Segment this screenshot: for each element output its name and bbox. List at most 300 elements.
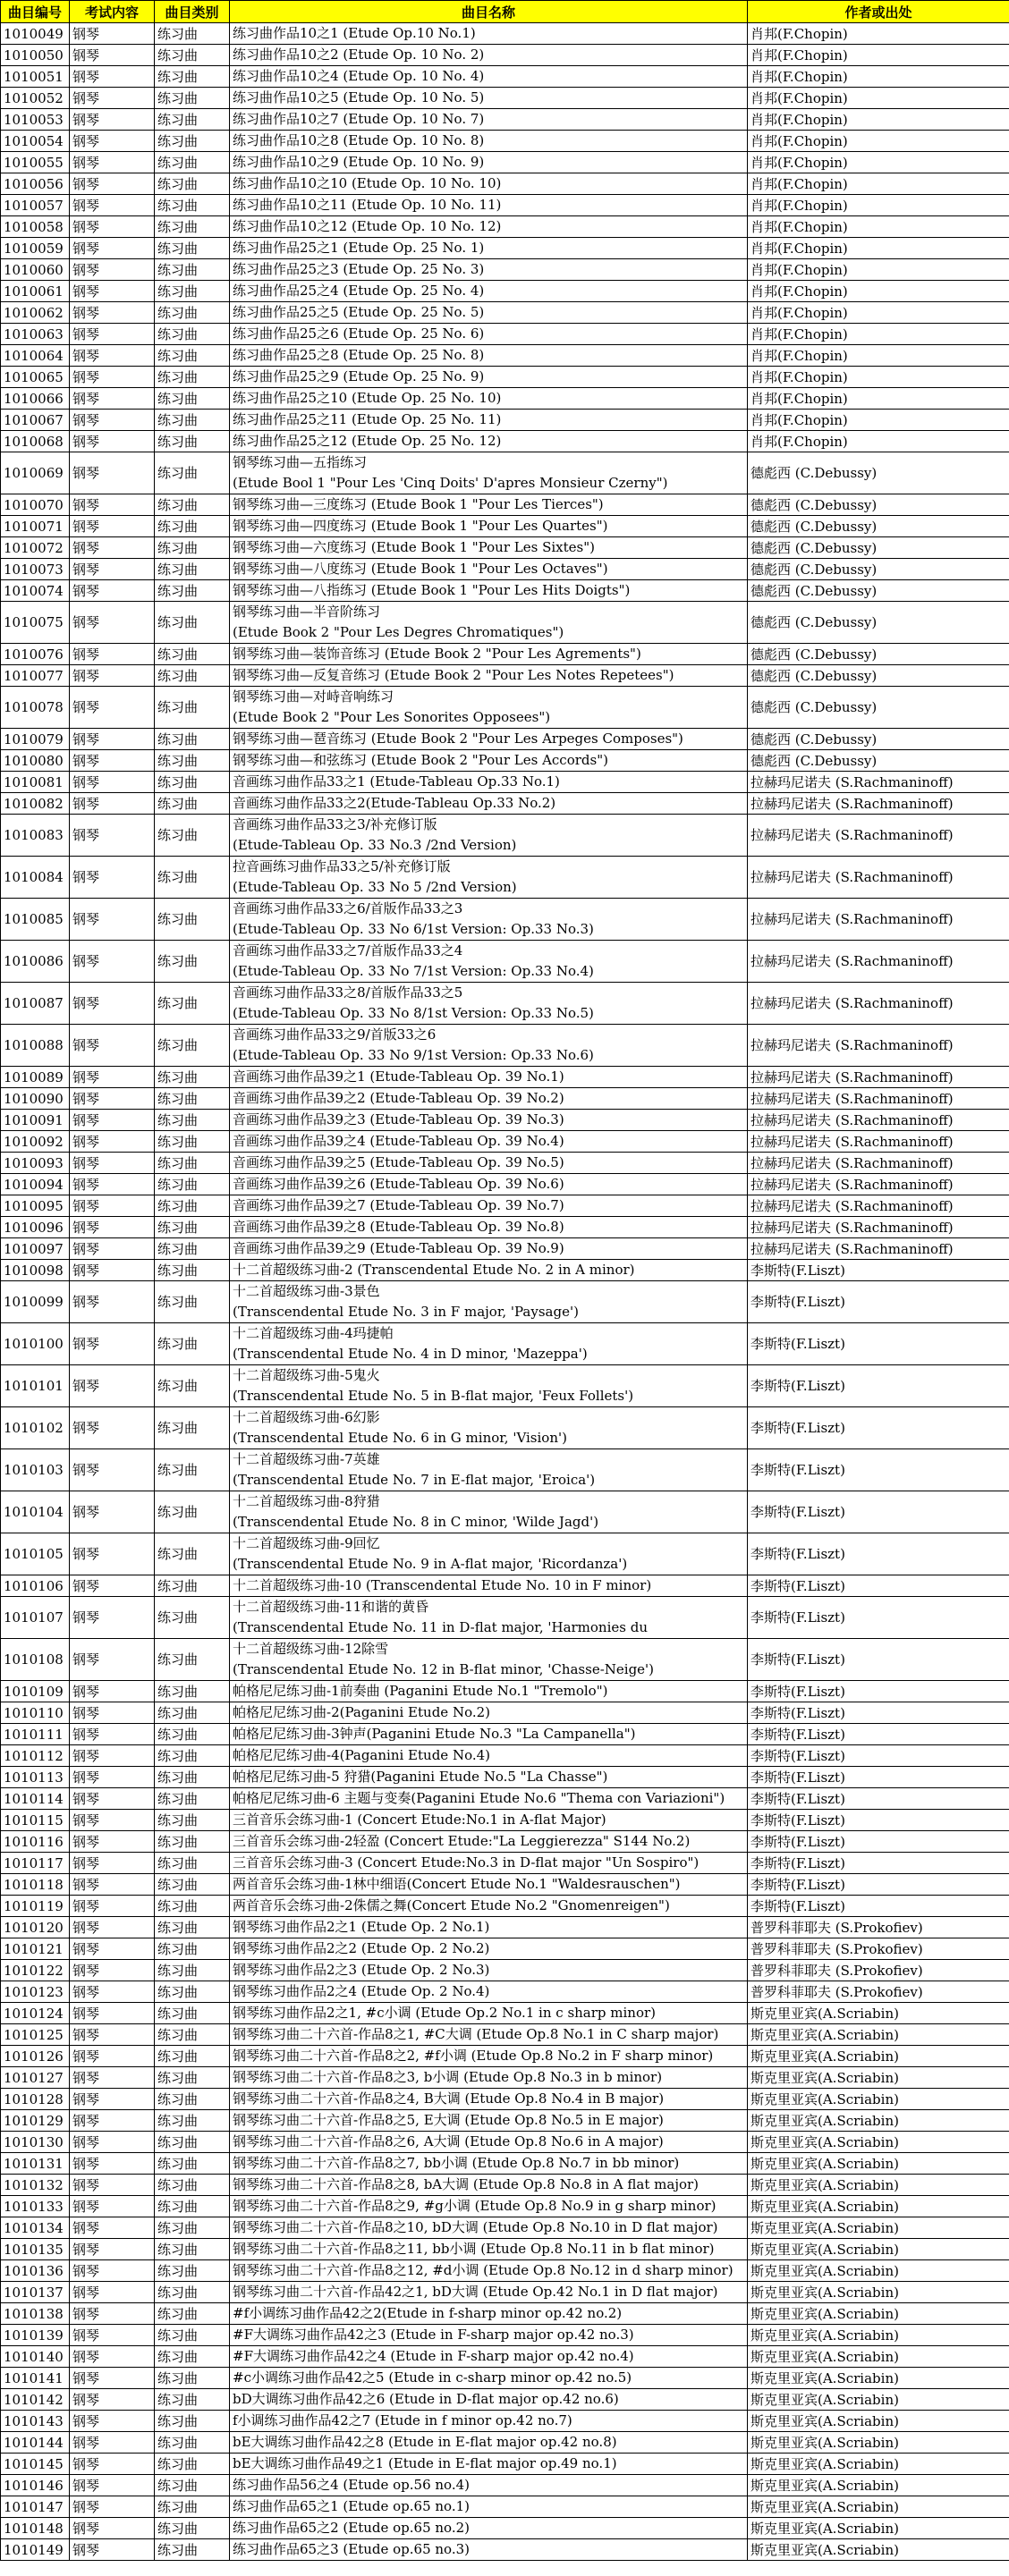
cell-author: 斯克里亚宾(A.Scriabin) — [748, 2024, 1009, 2046]
cell-name-line: 音画练习曲作品39之2 (Etude-Tableau Op. 39 No.2) — [233, 1090, 564, 1106]
cell-name — [230, 2175, 748, 2196]
cell-name — [230, 302, 748, 324]
cell-category: 练习曲 — [155, 2539, 230, 2561]
cell-name — [230, 1110, 748, 1131]
cell-category: 练习曲 — [155, 2325, 230, 2346]
cell-name — [230, 2411, 748, 2432]
cell-name — [230, 1702, 748, 1724]
table-row — [1, 238, 1009, 259]
header-category: 曲目类别 — [155, 1, 230, 23]
cell-category: 练习曲 — [155, 2432, 230, 2454]
cell-name-line: 钢琴练习曲作品2之1, #c小调 (Etude Op.2 No.1 in c sharp minor) — [233, 2005, 657, 2021]
cell-id: 1010132 — [1, 2175, 70, 2196]
cell-name-line: 三首音乐会练习曲-3 (Concert Etude:No.3 in D-flat major "Un Sospiro") — [233, 1854, 700, 1871]
cell-content: 钢琴 — [70, 66, 155, 88]
cell-id: 1010083 — [1, 815, 70, 857]
cell-author: 李斯特(F.Liszt) — [748, 1788, 1009, 1810]
table-row — [1, 2454, 1009, 2475]
cell-name-line: 钢琴练习曲—八指练习 (Etude Book 1 "Pour Les Hits Doigts") — [233, 582, 631, 598]
cell-author: 李斯特(F.Liszt) — [748, 1853, 1009, 1874]
cell-name-line: 练习曲作品10之9 (Etude Op. 10 No. 9) — [233, 154, 485, 170]
cell-name-line: 音画练习曲作品39之3 (Etude-Tableau Op. 39 No.3) — [233, 1111, 564, 1128]
cell-name-line: #f小调练习曲作品42之2(Etude in f-sharp minor op.42 no.2) — [233, 2305, 623, 2321]
table-row — [1, 281, 1009, 302]
cell-author: 拉赫玛尼诺夫 (S.Rachmaninoff) — [748, 772, 1009, 793]
cell-content: 钢琴 — [70, 1917, 155, 1938]
cell-author: 拉赫玛尼诺夫 (S.Rachmaninoff) — [748, 857, 1009, 899]
cell-category: 练习曲 — [155, 259, 230, 281]
cell-name-line: (Etude Book 2 "Pour Les Degres Chromatiques") — [233, 624, 564, 640]
cell-name — [230, 559, 748, 580]
table-row — [1, 1407, 1009, 1449]
cell-name-line: (Etude-Tableau Op. 33 No 5 /2nd Version) — [233, 879, 517, 895]
cell-name-line: 钢琴练习曲二十六首-作品8之10, bD大调 (Etude Op.8 No.10 in D flat major) — [233, 2219, 718, 2235]
table-row — [1, 216, 1009, 238]
cell-category: 练习曲 — [155, 1853, 230, 1874]
cell-name-line: 十二首超级练习曲-4玛捷帕 — [233, 1325, 394, 1341]
cell-name — [230, 644, 748, 665]
table-row — [1, 131, 1009, 152]
cell-content: 钢琴 — [70, 259, 155, 281]
cell-category: 练习曲 — [155, 941, 230, 983]
cell-author: 拉赫玛尼诺夫 (S.Rachmaninoff) — [748, 793, 1009, 815]
cell-name-line: 音画练习曲作品33之8/首版作品33之5 — [233, 984, 463, 1001]
cell-id: 1010119 — [1, 1896, 70, 1917]
cell-author: 肖邦(F.Chopin) — [748, 66, 1009, 88]
cell-id: 1010089 — [1, 1067, 70, 1088]
cell-name-line: 钢琴练习曲二十六首-作品42之1, bD大调 (Etude Op.42 No.1 in D flat major) — [233, 2284, 718, 2300]
cell-name-line: 练习曲作品10之7 (Etude Op. 10 No. 7) — [233, 111, 485, 127]
cell-name-line: 练习曲作品25之12 (Etude Op. 25 No. 12) — [233, 433, 502, 449]
cell-name-line: 钢琴练习曲二十六首-作品8之3, b小调 (Etude Op.8 No.3 in b minor) — [233, 2069, 663, 2085]
table-row — [1, 1491, 1009, 1533]
cell-id: 1010098 — [1, 1260, 70, 1281]
cell-content: 钢琴 — [70, 2239, 155, 2260]
table-row — [1, 516, 1009, 537]
cell-name-line: 练习曲作品10之1 (Etude Op.10 No.1) — [233, 25, 476, 41]
cell-author: 德彪西 (C.Debussy) — [748, 580, 1009, 602]
cell-id: 1010068 — [1, 431, 70, 452]
cell-id: 1010065 — [1, 367, 70, 388]
cell-category: 练习曲 — [155, 1217, 230, 1238]
cell-name — [230, 324, 748, 345]
cell-id: 1010087 — [1, 983, 70, 1025]
cell-name-line: 练习曲作品56之4 (Etude op.56 no.4) — [233, 2477, 470, 2493]
cell-author: 斯克里亚宾(A.Scriabin) — [748, 2475, 1009, 2496]
cell-id: 1010085 — [1, 899, 70, 941]
cell-id: 1010109 — [1, 1681, 70, 1702]
cell-category: 练习曲 — [155, 109, 230, 131]
cell-name-line: 帕格尼尼练习曲-2(Paganini Etude No.2) — [233, 1704, 490, 1720]
cell-author: 德彪西 (C.Debussy) — [748, 687, 1009, 729]
cell-id: 1010118 — [1, 1874, 70, 1896]
cell-author: 李斯特(F.Liszt) — [748, 1575, 1009, 1597]
cell-content: 钢琴 — [70, 772, 155, 793]
cell-content: 钢琴 — [70, 1745, 155, 1767]
cell-name — [230, 1174, 748, 1195]
cell-id: 1010107 — [1, 1597, 70, 1639]
cell-content: 钢琴 — [70, 2346, 155, 2368]
cell-id: 1010136 — [1, 2260, 70, 2282]
table-row — [1, 1702, 1009, 1724]
table-row — [1, 772, 1009, 793]
cell-name — [230, 750, 748, 772]
cell-category: 练习曲 — [155, 1533, 230, 1575]
cell-name — [230, 238, 748, 259]
cell-name-line: 三首音乐会练习曲-2轻盈 (Concert Etude:"La Leggierezza" S144 No.2) — [233, 1833, 691, 1849]
cell-name — [230, 2046, 748, 2067]
cell-id: 1010055 — [1, 152, 70, 173]
cell-content: 钢琴 — [70, 1025, 155, 1067]
cell-id: 1010069 — [1, 452, 70, 494]
cell-id: 1010064 — [1, 345, 70, 367]
cell-category: 练习曲 — [155, 793, 230, 815]
cell-name — [230, 2475, 748, 2496]
cell-id: 1010099 — [1, 1281, 70, 1323]
cell-author: 斯克里亚宾(A.Scriabin) — [748, 2003, 1009, 2024]
cell-name — [230, 2389, 748, 2411]
cell-author: 肖邦(F.Chopin) — [748, 324, 1009, 345]
cell-author: 普罗科菲耶夫 (S.Prokofiev) — [748, 1917, 1009, 1938]
table-row — [1, 2325, 1009, 2346]
cell-name-line: 钢琴练习曲作品2之1 (Etude Op. 2 No.1) — [233, 1919, 490, 1935]
cell-content: 钢琴 — [70, 1938, 155, 1960]
cell-content: 钢琴 — [70, 1449, 155, 1491]
cell-category: 练习曲 — [155, 2518, 230, 2539]
cell-category: 练习曲 — [155, 665, 230, 687]
cell-name-line: (Transcendental Etude No. 3 in F major, 'Paysage') — [233, 1304, 579, 1320]
cell-id: 1010127 — [1, 2067, 70, 2089]
cell-author: 德彪西 (C.Debussy) — [748, 494, 1009, 516]
cell-name-line: 十二首超级练习曲-2 (Transcendental Etude No. 2 in A minor) — [233, 1262, 635, 1278]
cell-name — [230, 793, 748, 815]
cell-category: 练习曲 — [155, 1323, 230, 1365]
table-row — [1, 665, 1009, 687]
table-row — [1, 452, 1009, 494]
cell-name-line: (Etude-Tableau Op. 33 No 6/1st Version: Op.33 No.3) — [233, 921, 594, 937]
cell-author: 普罗科菲耶夫 (S.Prokofiev) — [748, 1938, 1009, 1960]
cell-name-line: 钢琴练习曲二十六首-作品8之2, #f小调 (Etude Op.8 No.2 in F sharp minor) — [233, 2048, 714, 2064]
cell-category: 练习曲 — [155, 2346, 230, 2368]
table-row — [1, 1831, 1009, 1853]
cell-author: 普罗科菲耶夫 (S.Prokofiev) — [748, 1981, 1009, 2003]
cell-name-line: #F大调练习曲作品42之4 (Etude in F-sharp major op.42 no.4) — [233, 2348, 634, 2364]
cell-author: 李斯特(F.Liszt) — [748, 1407, 1009, 1449]
table-row — [1, 580, 1009, 602]
cell-name-line: 三首音乐会练习曲-1 (Concert Etude:No.1 in A-flat Major) — [233, 1812, 606, 1828]
cell-name — [230, 1449, 748, 1491]
table-row — [1, 1174, 1009, 1195]
cell-category: 练习曲 — [155, 1831, 230, 1853]
cell-author: 肖邦(F.Chopin) — [748, 367, 1009, 388]
cell-category: 练习曲 — [155, 983, 230, 1025]
cell-name — [230, 1407, 748, 1449]
cell-name — [230, 388, 748, 410]
cell-author: 肖邦(F.Chopin) — [748, 173, 1009, 195]
cell-content: 钢琴 — [70, 2132, 155, 2153]
table-header — [1, 1, 1009, 23]
cell-author: 李斯特(F.Liszt) — [748, 1639, 1009, 1681]
cell-content: 钢琴 — [70, 388, 155, 410]
cell-author: 李斯特(F.Liszt) — [748, 1874, 1009, 1896]
cell-name — [230, 173, 748, 195]
cell-content: 钢琴 — [70, 516, 155, 537]
table-row — [1, 2067, 1009, 2089]
cell-name — [230, 2346, 748, 2368]
cell-id: 1010095 — [1, 1195, 70, 1217]
cell-category: 练习曲 — [155, 750, 230, 772]
table-row — [1, 2496, 1009, 2518]
cell-content: 钢琴 — [70, 2389, 155, 2411]
cell-author: 拉赫玛尼诺夫 (S.Rachmaninoff) — [748, 899, 1009, 941]
cell-name-line: (Transcendental Etude No. 6 in G minor, 'Vision') — [233, 1430, 567, 1446]
cell-name — [230, 410, 748, 431]
cell-id: 1010080 — [1, 750, 70, 772]
cell-author: 拉赫玛尼诺夫 (S.Rachmaninoff) — [748, 1088, 1009, 1110]
cell-name-line: 钢琴练习曲—琶音练习 (Etude Book 2 "Pour Les Arpeges Composes") — [233, 731, 683, 747]
cell-id: 1010074 — [1, 580, 70, 602]
cell-id: 1010110 — [1, 1702, 70, 1724]
table-row — [1, 857, 1009, 899]
cell-id: 1010140 — [1, 2346, 70, 2368]
cell-content: 钢琴 — [70, 1407, 155, 1449]
cell-category: 练习曲 — [155, 2003, 230, 2024]
cell-name — [230, 216, 748, 238]
cell-name-line: 练习曲作品65之2 (Etude op.65 no.2) — [233, 2520, 470, 2536]
cell-name-line: 音画练习曲作品39之5 (Etude-Tableau Op. 39 No.5) — [233, 1154, 564, 1170]
cell-id: 1010063 — [1, 324, 70, 345]
cell-id: 1010081 — [1, 772, 70, 793]
cell-content: 钢琴 — [70, 1575, 155, 1597]
cell-id: 1010112 — [1, 1745, 70, 1767]
cell-content: 钢琴 — [70, 1131, 155, 1153]
cell-id: 1010120 — [1, 1917, 70, 1938]
table-row — [1, 367, 1009, 388]
cell-category: 练习曲 — [155, 367, 230, 388]
cell-category: 练习曲 — [155, 687, 230, 729]
table-row — [1, 2132, 1009, 2153]
cell-name-line: (Etude Bool 1 "Pour Les 'Cinq Doits' D'apres Monsieur Czerny") — [233, 475, 668, 491]
cell-name — [230, 2196, 748, 2217]
table-row — [1, 152, 1009, 173]
cell-author: 李斯特(F.Liszt) — [748, 1831, 1009, 1853]
cell-content: 钢琴 — [70, 1195, 155, 1217]
cell-content: 钢琴 — [70, 109, 155, 131]
cell-category: 练习曲 — [155, 580, 230, 602]
cell-author: 李斯特(F.Liszt) — [748, 1597, 1009, 1639]
cell-name-line: (Transcendental Etude No. 5 in B-flat major, 'Feux Follets') — [233, 1388, 634, 1404]
cell-id: 1010126 — [1, 2046, 70, 2067]
cell-name-line: #F大调练习曲作品42之3 (Etude in F-sharp major op.42 no.3) — [233, 2327, 634, 2343]
cell-id: 1010049 — [1, 23, 70, 45]
cell-content: 钢琴 — [70, 152, 155, 173]
cell-name-line: (Transcendental Etude No. 7 in E-flat major, 'Eroica') — [233, 1472, 596, 1488]
table-row — [1, 1597, 1009, 1639]
table-row — [1, 2282, 1009, 2303]
cell-name-line: 练习曲作品10之8 (Etude Op. 10 No. 8) — [233, 132, 485, 148]
table-row — [1, 687, 1009, 729]
cell-name — [230, 431, 748, 452]
cell-id: 1010117 — [1, 1853, 70, 1874]
cell-author: 拉赫玛尼诺夫 (S.Rachmaninoff) — [748, 1174, 1009, 1195]
cell-name-line: 练习曲作品25之5 (Etude Op. 25 No. 5) — [233, 304, 485, 320]
cell-name-line: (Etude-Tableau Op. 33 No 9/1st Version: Op.33 No.6) — [233, 1047, 594, 1063]
cell-content: 钢琴 — [70, 2110, 155, 2132]
cell-name-line: 练习曲作品10之12 (Etude Op. 10 No. 12) — [233, 218, 502, 234]
cell-id: 1010134 — [1, 2217, 70, 2239]
cell-author: 肖邦(F.Chopin) — [748, 259, 1009, 281]
table-row — [1, 2046, 1009, 2067]
cell-id: 1010115 — [1, 1810, 70, 1831]
cell-name — [230, 1810, 748, 1831]
cell-content: 钢琴 — [70, 1981, 155, 2003]
table-row — [1, 2024, 1009, 2046]
cell-id: 1010146 — [1, 2475, 70, 2496]
cell-name — [230, 1853, 748, 1874]
cell-category: 练习曲 — [155, 1575, 230, 1597]
table-row — [1, 2432, 1009, 2454]
cell-content: 钢琴 — [70, 1323, 155, 1365]
cell-category: 练习曲 — [155, 1702, 230, 1724]
cell-category: 练习曲 — [155, 857, 230, 899]
cell-id: 1010090 — [1, 1088, 70, 1110]
cell-content: 钢琴 — [70, 580, 155, 602]
cell-content: 钢琴 — [70, 644, 155, 665]
cell-category: 练习曲 — [155, 2239, 230, 2260]
cell-content: 钢琴 — [70, 1767, 155, 1788]
cell-content: 钢琴 — [70, 2282, 155, 2303]
cell-content: 钢琴 — [70, 410, 155, 431]
cell-content: 钢琴 — [70, 216, 155, 238]
cell-category: 练习曲 — [155, 2132, 230, 2153]
table-row — [1, 750, 1009, 772]
cell-id: 1010137 — [1, 2282, 70, 2303]
table-row — [1, 941, 1009, 983]
cell-name-line: 帕格尼尼练习曲-3钟声(Paganini Etude No.3 "La Campanella") — [233, 1726, 636, 1742]
table-row — [1, 1767, 1009, 1788]
cell-name-line: 帕格尼尼练习曲-4(Paganini Etude No.4) — [233, 1747, 490, 1763]
cell-name-line: 音画练习曲作品33之7/首版作品33之4 — [233, 942, 463, 959]
cell-name — [230, 1067, 748, 1088]
table-row — [1, 2089, 1009, 2110]
cell-content: 钢琴 — [70, 2368, 155, 2389]
cell-id: 1010101 — [1, 1365, 70, 1407]
cell-author: 斯克里亚宾(A.Scriabin) — [748, 2539, 1009, 2561]
cell-author: 肖邦(F.Chopin) — [748, 131, 1009, 152]
cell-content: 钢琴 — [70, 1281, 155, 1323]
cell-name — [230, 1896, 748, 1917]
cell-name — [230, 1597, 748, 1639]
cell-category: 练习曲 — [155, 2110, 230, 2132]
cell-name — [230, 1960, 748, 1981]
cell-content: 钢琴 — [70, 1702, 155, 1724]
cell-name-line: 练习曲作品10之2 (Etude Op. 10 No. 2) — [233, 46, 485, 63]
cell-content: 钢琴 — [70, 1365, 155, 1407]
cell-name-line: 钢琴练习曲—和弦练习 (Etude Book 2 "Pour Les Accords") — [233, 752, 608, 768]
cell-name — [230, 1788, 748, 1810]
cell-name — [230, 1088, 748, 1110]
cell-content: 钢琴 — [70, 238, 155, 259]
cell-author: 肖邦(F.Chopin) — [748, 23, 1009, 45]
table-row — [1, 2239, 1009, 2260]
cell-name — [230, 2368, 748, 2389]
cell-content: 钢琴 — [70, 45, 155, 66]
cell-author: 德彪西 (C.Debussy) — [748, 452, 1009, 494]
cell-name-line: 十二首超级练习曲-12除雪 — [233, 1641, 389, 1657]
cell-content: 钢琴 — [70, 1088, 155, 1110]
cell-category: 练习曲 — [155, 2475, 230, 2496]
cell-author: 斯克里亚宾(A.Scriabin) — [748, 2110, 1009, 2132]
cell-author: 肖邦(F.Chopin) — [748, 302, 1009, 324]
cell-name-line: 拉音画练习曲作品33之5/补充修订版 — [233, 858, 451, 874]
cell-author: 德彪西 (C.Debussy) — [748, 750, 1009, 772]
cell-name-line: 练习曲作品25之4 (Etude Op. 25 No. 4) — [233, 283, 485, 299]
cell-name — [230, 1281, 748, 1323]
cell-author: 斯克里亚宾(A.Scriabin) — [748, 2454, 1009, 2475]
table-row — [1, 1449, 1009, 1491]
cell-category: 练习曲 — [155, 2496, 230, 2518]
cell-author: 李斯特(F.Liszt) — [748, 1896, 1009, 1917]
cell-name-line: 钢琴练习曲—装饰音练习 (Etude Book 2 "Pour Les Agrements") — [233, 646, 641, 662]
cell-name — [230, 2067, 748, 2089]
cell-category: 练习曲 — [155, 516, 230, 537]
cell-name-line: bE大调练习曲作品49之1 (Etude in E-flat major op.49 no.1) — [233, 2455, 617, 2471]
table-row — [1, 302, 1009, 324]
table-row — [1, 1810, 1009, 1831]
cell-name-line: 练习曲作品65之3 (Etude op.65 no.3) — [233, 2541, 470, 2557]
cell-id: 1010094 — [1, 1174, 70, 1195]
cell-author: 李斯特(F.Liszt) — [748, 1260, 1009, 1281]
cell-category: 练习曲 — [155, 1174, 230, 1195]
cell-id: 1010067 — [1, 410, 70, 431]
cell-category: 练习曲 — [155, 494, 230, 516]
table-row — [1, 1724, 1009, 1745]
cell-id: 1010075 — [1, 602, 70, 644]
table-row — [1, 2518, 1009, 2539]
cell-name-line: 钢琴练习曲—半音阶练习 — [233, 604, 381, 620]
cell-id: 1010104 — [1, 1491, 70, 1533]
cell-content: 钢琴 — [70, 2454, 155, 2475]
cell-id: 1010077 — [1, 665, 70, 687]
cell-category: 练习曲 — [155, 1491, 230, 1533]
cell-author: 斯克里亚宾(A.Scriabin) — [748, 2067, 1009, 2089]
cell-name-line: 两首音乐会练习曲-1林中细语(Concert Etude No.1 "Waldesrauschen") — [233, 1876, 681, 1892]
cell-author: 斯克里亚宾(A.Scriabin) — [748, 2282, 1009, 2303]
cell-content: 钢琴 — [70, 729, 155, 750]
cell-author: 斯克里亚宾(A.Scriabin) — [748, 2132, 1009, 2153]
cell-category: 练习曲 — [155, 1067, 230, 1088]
table-row — [1, 2389, 1009, 2411]
cell-author: 德彪西 (C.Debussy) — [748, 602, 1009, 644]
cell-name — [230, 1917, 748, 1938]
cell-id: 1010093 — [1, 1153, 70, 1174]
cell-category: 练习曲 — [155, 1938, 230, 1960]
cell-name-line: 钢琴练习曲二十六首-作品8之11, bb小调 (Etude Op.8 No.11 in b flat minor) — [233, 2241, 715, 2257]
table-row — [1, 1917, 1009, 1938]
cell-id: 1010108 — [1, 1639, 70, 1681]
table-row — [1, 1960, 1009, 1981]
cell-name-line: (Transcendental Etude No. 9 in A-flat major, 'Ricordanza') — [233, 1556, 628, 1572]
cell-id: 1010050 — [1, 45, 70, 66]
cell-id: 1010058 — [1, 216, 70, 238]
cell-id: 1010061 — [1, 281, 70, 302]
cell-category: 练习曲 — [155, 1639, 230, 1681]
table-row — [1, 324, 1009, 345]
cell-name — [230, 899, 748, 941]
cell-content: 钢琴 — [70, 23, 155, 45]
cell-name-line: 练习曲作品25之11 (Etude Op. 25 No. 11) — [233, 411, 502, 427]
cell-content: 钢琴 — [70, 131, 155, 152]
